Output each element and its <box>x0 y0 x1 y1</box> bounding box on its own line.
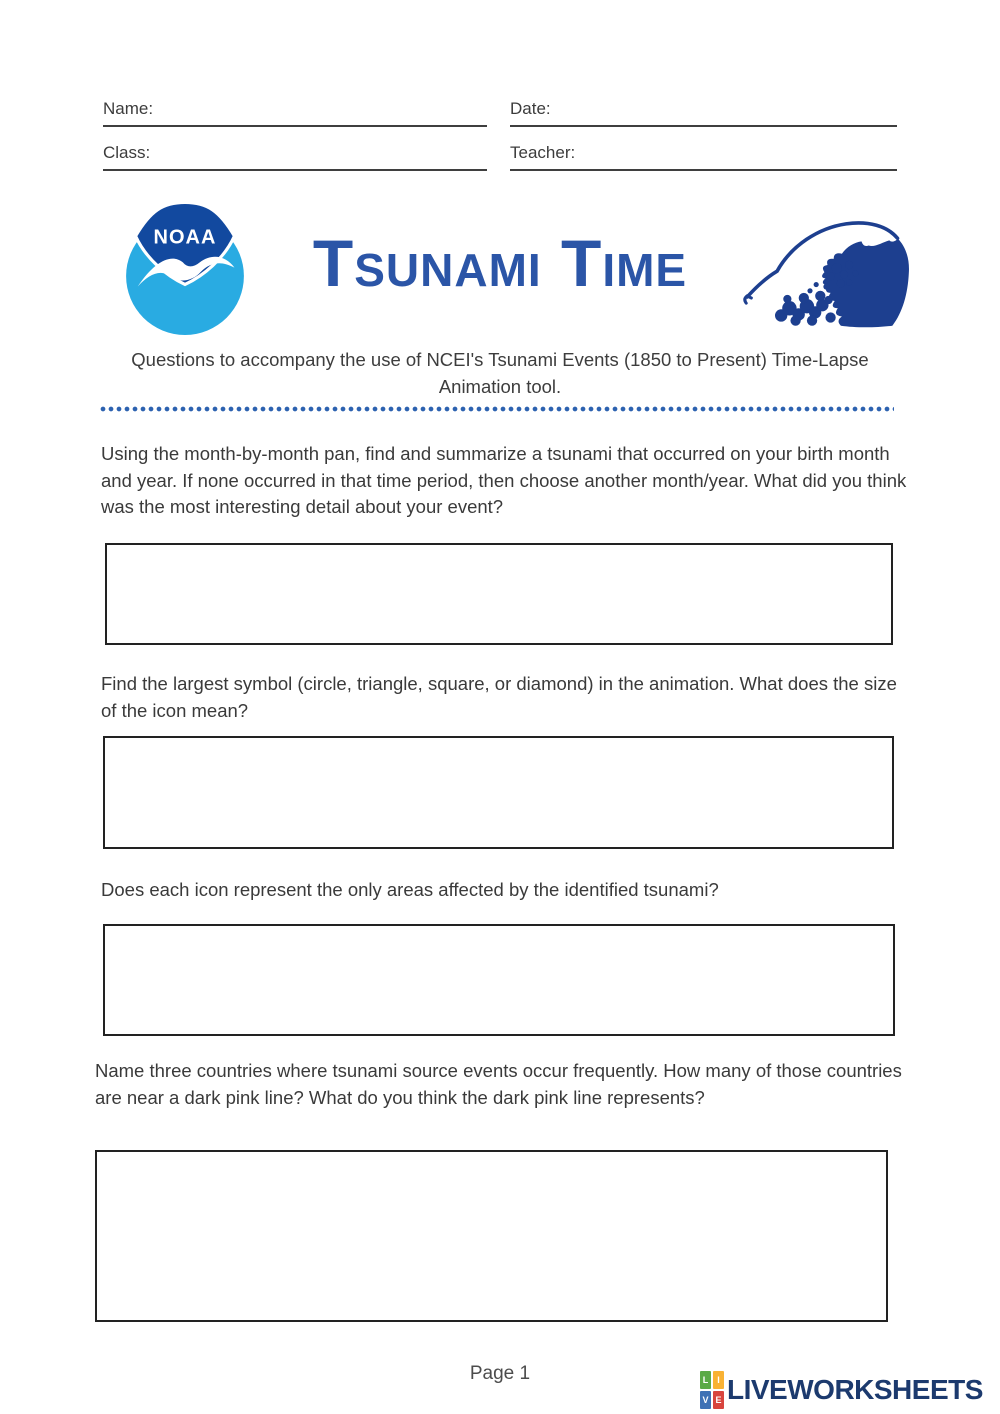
page-number: Page 1 <box>469 1363 531 1384</box>
noaa-logo-icon <box>116 194 254 336</box>
brand-tile-e: E <box>713 1391 724 1409</box>
class-label: Class: <box>103 143 151 162</box>
name-label: Name: <box>103 99 154 118</box>
question-2-text: Find the largest symbol (circle, triangle, square, or diamond) in the animation. What does the size of the icon mean? <box>101 673 897 721</box>
question-3-text: Does each icon represent the only areas affected by the identified tsunami? <box>101 879 719 900</box>
answer-box-3[interactable] <box>103 924 895 1036</box>
dotted-divider <box>100 406 894 412</box>
question-1-text: Using the month-by-month pan, find and summarize a tsunami that occurred on your birth month and year. If none occurred in that time period, then choose another month/year. What did you think was the most interesting detail about your event? <box>101 443 907 517</box>
name-input-line[interactable] <box>103 125 487 127</box>
answer-box-1[interactable] <box>105 543 893 645</box>
page-title: Tsunami Time <box>312 226 688 300</box>
date-label: Date: <box>510 99 551 118</box>
brand-wordmark: LIVEWORKSHEETS <box>727 1374 983 1405</box>
brand-tile-i: I <box>713 1371 724 1389</box>
noaa-text: NOAA <box>153 226 217 249</box>
tsunami-wave-icon <box>740 194 915 334</box>
teacher-input-line[interactable] <box>510 169 897 171</box>
worksheet-subtitle: Questions to accompany the use of NCEI's Tsunami Events (1850 to Present) Time-Lapse Animation tool. <box>131 349 869 397</box>
answer-box-2[interactable] <box>103 736 894 849</box>
liveworksheets-logo <box>700 1369 983 1411</box>
liveworksheets-tiles-icon <box>700 1371 724 1409</box>
teacher-label: Teacher: <box>510 143 576 162</box>
answer-box-4[interactable] <box>95 1150 888 1322</box>
class-input-line[interactable] <box>103 169 487 171</box>
brand-tile-l: L <box>700 1371 711 1389</box>
question-4-text: Name three countries where tsunami source events occur frequently. How many of those countries are near a dark pink line? What do you think the dark pink line represents? <box>95 1060 902 1108</box>
date-input-line[interactable] <box>510 125 897 127</box>
brand-tile-v: V <box>700 1391 711 1409</box>
